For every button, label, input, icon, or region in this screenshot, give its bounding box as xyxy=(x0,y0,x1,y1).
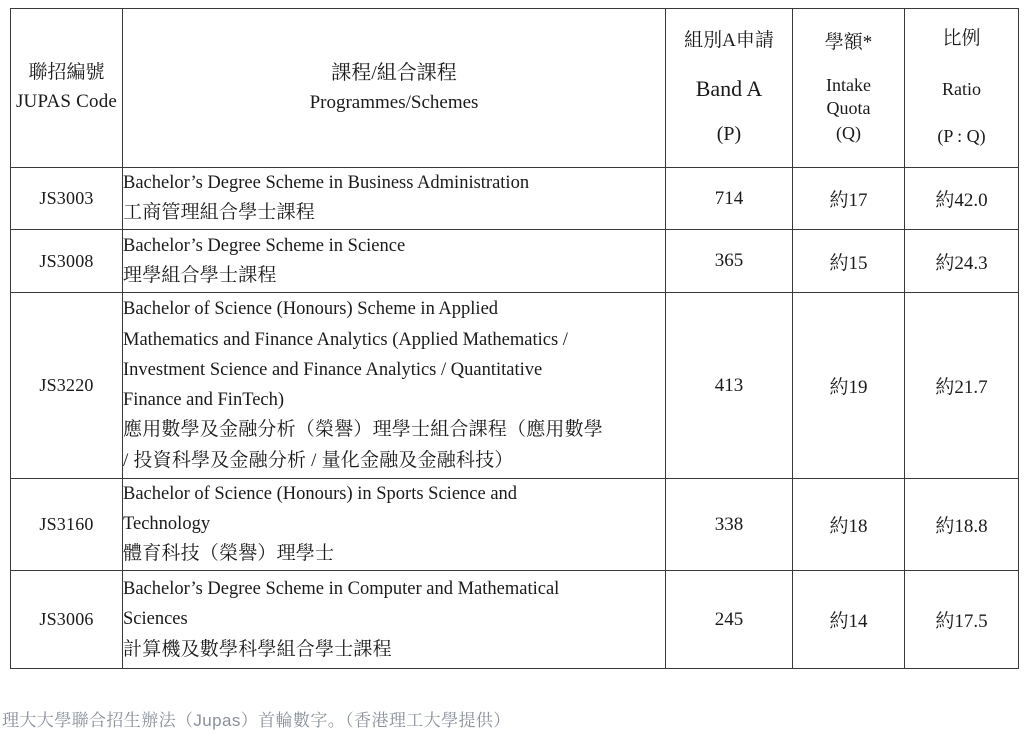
programme-en-line: Bachelor’s Degree Scheme in Science xyxy=(123,235,406,256)
cell-intake-quota: 約19 xyxy=(793,293,905,479)
cell-intake-quota: 約18 xyxy=(793,479,905,571)
column-header-band-a-symbol: (P) xyxy=(716,122,742,145)
cell-band-a: 714 xyxy=(666,168,793,230)
column-header-programmes-en: Programmes/Schemes xyxy=(309,91,479,113)
table-row xyxy=(11,571,1019,669)
column-header-intake-quota-symbol: (Q) xyxy=(836,122,861,143)
cell-band-a: 413 xyxy=(666,293,793,479)
column-header-intake-quota xyxy=(793,9,905,168)
cell-jupas-code: JS3220 xyxy=(11,293,123,479)
programme-zh-line: 理學組合學士課程 xyxy=(123,264,277,286)
column-header-programmes-cn: 課程/組合課程 xyxy=(331,62,457,85)
cell-intake-quota: 約14 xyxy=(793,571,905,669)
cell-jupas-code: JS3008 xyxy=(11,230,123,293)
jupas-admissions-table xyxy=(10,8,1019,669)
table-header-row xyxy=(11,9,1019,168)
column-header-jupas-code xyxy=(11,9,123,168)
cell-programme xyxy=(123,293,666,479)
table-row xyxy=(11,168,1019,230)
image-caption: 理大大學聯合招生辦法（Jupas）首輪數字。（香港理工大學提供） xyxy=(2,711,511,730)
table-row xyxy=(11,230,1019,293)
cell-ratio: 約17.5 xyxy=(905,571,1019,669)
column-header-jupas-code-cn: 聯招編號 xyxy=(28,62,105,84)
column-header-ratio-en: Ratio xyxy=(942,79,981,100)
table-row xyxy=(11,293,1019,479)
cell-ratio: 約18.8 xyxy=(905,479,1019,571)
programme-en-line: Bachelor of Science (Honours) Scheme in Applied xyxy=(123,299,499,320)
programme-zh-line: 體育科技（榮譽）理學士 xyxy=(123,543,335,565)
column-header-jupas-code-en: JUPAS Code xyxy=(15,91,118,112)
table-body xyxy=(11,168,1019,669)
column-header-intake-quota-cn: 學額* xyxy=(824,31,873,53)
programme-en-line: Technology xyxy=(123,514,211,535)
cell-jupas-code: JS3003 xyxy=(11,168,123,230)
cell-programme xyxy=(123,230,666,293)
programme-en-line: Sciences xyxy=(123,609,188,630)
column-header-intake-quota-en-line1: Intake xyxy=(826,74,871,95)
programme-en-line: Finance and FinTech) xyxy=(123,389,285,410)
cell-ratio: 約24.3 xyxy=(905,230,1019,293)
programme-zh-line: 應用數學及金融分析（榮譽）理學士組合課程（應用數學 xyxy=(123,418,604,440)
cell-band-a: 338 xyxy=(666,479,793,571)
programme-zh-line: 工商管理組合學士課程 xyxy=(123,202,316,224)
column-header-ratio-cn: 比例 xyxy=(942,28,981,50)
column-header-band-a xyxy=(666,9,793,168)
table-header xyxy=(11,9,1019,168)
jupas-table-container xyxy=(10,8,1018,669)
cell-ratio: 約42.0 xyxy=(905,168,1019,230)
cell-band-a: 365 xyxy=(666,230,793,293)
cell-programme xyxy=(123,479,666,571)
programme-en-line: Bachelor of Science (Honours) in Sports Science and xyxy=(123,484,518,505)
cell-intake-quota: 約17 xyxy=(793,168,905,230)
programme-en-line: Bachelor’s Degree Scheme in Business Administration xyxy=(123,173,530,193)
cell-jupas-code: JS3006 xyxy=(11,571,123,669)
programme-zh-line: / 投資科學及金融分析 / 量化金融及金融科技） xyxy=(123,449,514,471)
cell-ratio: 約21.7 xyxy=(905,293,1019,479)
programme-en-line: Mathematics and Finance Analytics (Applied Mathematics / xyxy=(123,329,568,350)
column-header-intake-quota-en-line2: Quota xyxy=(826,97,871,118)
programme-zh-line: 計算機及數學科學組合學士課程 xyxy=(123,638,392,660)
column-header-band-a-en: Band A xyxy=(695,75,763,101)
cell-programme xyxy=(123,168,666,230)
column-header-programmes xyxy=(123,9,666,168)
cell-band-a: 245 xyxy=(666,571,793,669)
cell-jupas-code: JS3160 xyxy=(11,479,123,571)
cell-intake-quota: 約15 xyxy=(793,230,905,293)
programme-en-line: Investment Science and Finance Analytics / Quantitative xyxy=(123,359,543,380)
column-header-band-a-cn: 組別A申請 xyxy=(684,29,774,51)
cell-programme xyxy=(123,571,666,669)
programme-en-line: Bachelor’s Degree Scheme in Computer and Mathematical xyxy=(123,579,560,600)
table-row xyxy=(11,479,1019,571)
column-header-ratio xyxy=(905,9,1019,168)
column-header-ratio-symbol: (P : Q) xyxy=(937,126,986,147)
